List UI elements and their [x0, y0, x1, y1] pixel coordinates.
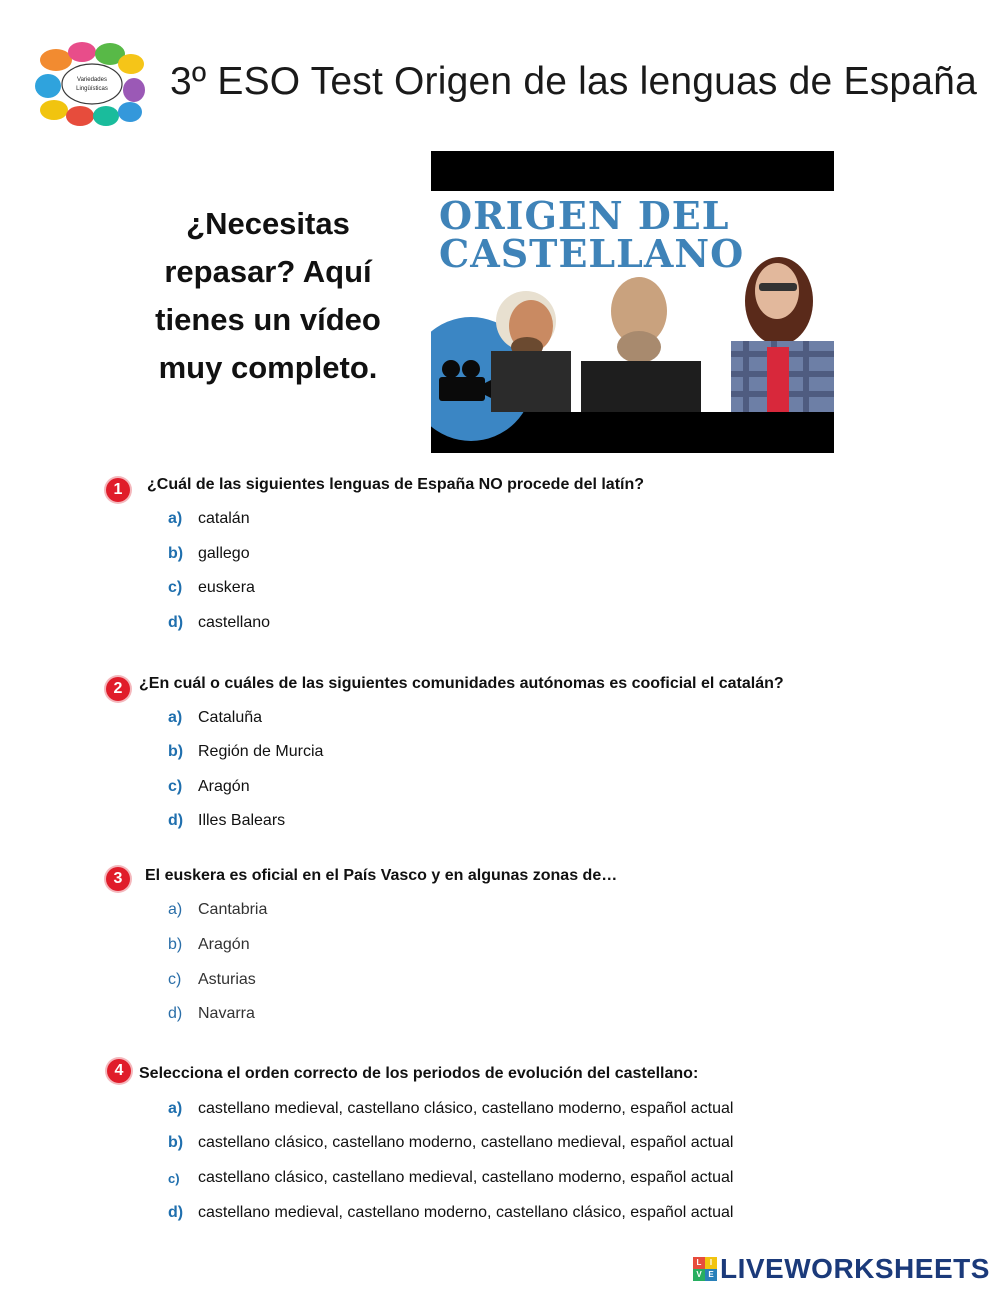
video-title-2: CASTELLANO: [439, 231, 745, 276]
option-letter: d): [168, 1005, 183, 1022]
answer-option[interactable]: [168, 809, 285, 833]
question-text: Selecciona el orden correcto de los periodos de evolución del castellano:: [139, 1065, 699, 1082]
answer-option[interactable]: [168, 1131, 733, 1155]
option-letter: d): [168, 614, 184, 631]
answer-option[interactable]: [168, 507, 250, 531]
option-letter: d): [168, 812, 184, 829]
question-text: ¿En cuál o cuáles de las siguientes comunidades autónomas es cooficial el catalán?: [139, 675, 784, 692]
answer-option[interactable]: [168, 898, 267, 922]
question-number-badge: 1: [106, 478, 130, 502]
option-letter: c): [168, 1170, 180, 1186]
option-text: castellano medieval, castellano moderno, castellano clásico, español actual: [198, 1204, 734, 1221]
option-letter: c): [168, 579, 183, 596]
logo-text-2: Lingüísticas: [76, 86, 108, 92]
option-text: castellano clásico, castellano medieval, castellano moderno, español actual: [198, 1169, 734, 1186]
answer-option[interactable]: [168, 740, 323, 764]
answer-option[interactable]: [168, 1002, 255, 1026]
option-letter: b): [168, 936, 183, 953]
liveworksheets-logo[interactable]: [693, 1254, 990, 1284]
option-text: castellano medieval, castellano clásico, castellano moderno, español actual: [198, 1100, 734, 1117]
option-text: castellano: [198, 614, 271, 631]
option-letter: a): [168, 901, 183, 918]
video-thumbnail[interactable]: [431, 151, 834, 453]
option-text: Aragón: [198, 936, 250, 953]
option-text: Navarra: [198, 1005, 255, 1022]
option-letter: a): [168, 709, 183, 726]
answer-option[interactable]: [168, 1097, 733, 1121]
question-text: El euskera es oficial en el País Vasco y en algunas zonas de…: [145, 867, 618, 884]
question-number-badge: 2: [106, 677, 130, 701]
option-text: gallego: [198, 545, 250, 562]
option-text: Cantabria: [198, 901, 268, 918]
answer-option[interactable]: [168, 968, 256, 992]
answer-option[interactable]: [168, 1201, 733, 1225]
brand-mark-icon: L I V E: [693, 1257, 717, 1281]
option-text: Illes Balears: [198, 812, 286, 829]
answer-option[interactable]: [168, 576, 255, 600]
option-letter: c): [168, 971, 182, 988]
option-text: Asturias: [198, 971, 256, 988]
option-text: Aragón: [198, 778, 250, 795]
option-text: Región de Murcia: [198, 743, 324, 760]
video-title-1: ORIGEN DEL: [439, 193, 730, 238]
option-text: Cataluña: [198, 709, 263, 726]
promo-text: ¿Necesitas repasar? Aquí tienes un vídeo muy completo.: [155, 206, 381, 385]
option-text: catalán: [198, 510, 250, 527]
option-letter: b): [168, 1134, 184, 1151]
option-letter: d): [168, 1204, 184, 1221]
answer-option[interactable]: [168, 611, 270, 635]
option-letter: b): [168, 743, 184, 760]
question-number-badge: 3: [106, 867, 130, 891]
page-title: 3º ESO Test Origen de las lenguas de España: [170, 60, 977, 103]
option-text: euskera: [198, 579, 255, 596]
answer-option[interactable]: [168, 1166, 733, 1190]
question-text: ¿Cuál de las siguientes lenguas de España NO procede del latín?: [147, 476, 645, 493]
option-letter: b): [168, 545, 184, 562]
answer-option[interactable]: [168, 775, 250, 799]
question-number-badge: 4: [107, 1059, 131, 1083]
option-letter: a): [168, 510, 183, 527]
logo-text-1: Variedades: [77, 77, 107, 83]
answer-option[interactable]: [168, 933, 250, 957]
answer-option[interactable]: [168, 706, 262, 730]
option-text: castellano clásico, castellano moderno, castellano medieval, español actual: [198, 1134, 734, 1151]
answer-option[interactable]: [168, 542, 250, 566]
option-letter: c): [168, 778, 183, 795]
option-letter: a): [168, 1100, 183, 1117]
brand-name: LIVEWORKSHEETS: [720, 1253, 990, 1284]
speech-bubbles-logo: [34, 40, 146, 128]
